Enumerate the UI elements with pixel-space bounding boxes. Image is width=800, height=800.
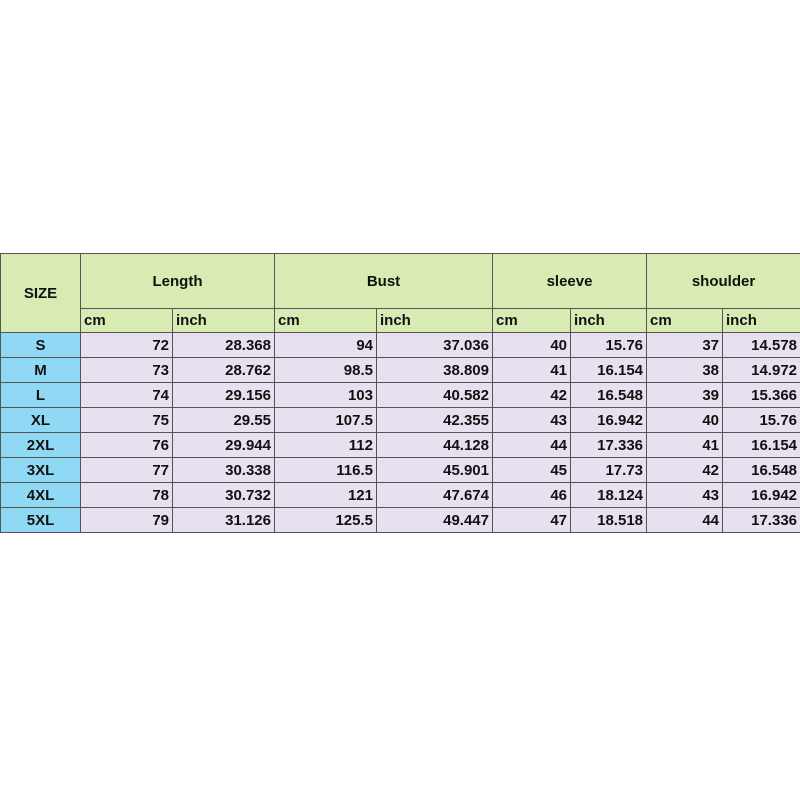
measurement-cell: 15.76 — [723, 408, 800, 433]
size-label: S — [1, 333, 81, 358]
measurement-cell: 40 — [493, 333, 571, 358]
measurement-cell: 47.674 — [377, 483, 493, 508]
table-row — [1, 333, 800, 358]
measurement-cell: 16.154 — [571, 358, 647, 383]
measurement-cell: 45.901 — [377, 458, 493, 483]
table-row — [1, 358, 800, 383]
measurement-cell: 16.154 — [723, 433, 800, 458]
table-row — [1, 408, 800, 433]
size-label: M — [1, 358, 81, 383]
measurement-cell: 38 — [647, 358, 723, 383]
measurement-cell: 14.972 — [723, 358, 800, 383]
measurement-cell: 15.366 — [723, 383, 800, 408]
measurement-cell: 16.548 — [723, 458, 800, 483]
group-header-row — [1, 254, 800, 309]
size-header: SIZE — [1, 254, 81, 333]
measurement-cell: 79 — [81, 508, 173, 533]
measurement-cell: 29.55 — [173, 408, 275, 433]
measurement-cell: 41 — [493, 358, 571, 383]
measurement-cell: 18.124 — [571, 483, 647, 508]
measurement-cell: 121 — [275, 483, 377, 508]
unit-header-inch: inch — [723, 309, 800, 333]
size-rows — [1, 333, 800, 533]
measurement-cell: 40.582 — [377, 383, 493, 408]
measurement-cell: 30.732 — [173, 483, 275, 508]
table-row — [1, 483, 800, 508]
measurement-cell: 43 — [647, 483, 723, 508]
measurement-cell: 73 — [81, 358, 173, 383]
measurement-cell: 29.944 — [173, 433, 275, 458]
measurement-cell: 37.036 — [377, 333, 493, 358]
measurement-cell: 31.126 — [173, 508, 275, 533]
group-header-bust: Bust — [275, 254, 493, 309]
measurement-cell: 43 — [493, 408, 571, 433]
measurement-cell: 94 — [275, 333, 377, 358]
table-row — [1, 433, 800, 458]
measurement-cell: 30.338 — [173, 458, 275, 483]
measurement-cell: 17.336 — [723, 508, 800, 533]
measurement-cell: 107.5 — [275, 408, 377, 433]
measurement-cell: 49.447 — [377, 508, 493, 533]
measurement-cell: 76 — [81, 433, 173, 458]
measurement-cell: 28.762 — [173, 358, 275, 383]
measurement-cell: 14.578 — [723, 333, 800, 358]
unit-header-cm: cm — [275, 309, 377, 333]
group-header-sleeve: sleeve — [493, 254, 647, 309]
size-label: 3XL — [1, 458, 81, 483]
group-header-shoulder: shoulder — [647, 254, 800, 309]
measurement-cell: 77 — [81, 458, 173, 483]
measurement-cell: 116.5 — [275, 458, 377, 483]
measurement-cell: 47 — [493, 508, 571, 533]
unit-header-inch: inch — [173, 309, 275, 333]
unit-header-row — [1, 309, 800, 333]
size-label: 4XL — [1, 483, 81, 508]
measurement-cell: 46 — [493, 483, 571, 508]
measurement-cell: 42 — [493, 383, 571, 408]
measurement-cell: 78 — [81, 483, 173, 508]
size-label: 2XL — [1, 433, 81, 458]
measurement-cell: 29.156 — [173, 383, 275, 408]
measurement-cell: 16.942 — [571, 408, 647, 433]
measurement-cell: 42 — [647, 458, 723, 483]
measurement-cell: 17.73 — [571, 458, 647, 483]
measurement-cell: 28.368 — [173, 333, 275, 358]
measurement-cell: 16.548 — [571, 383, 647, 408]
measurement-cell: 15.76 — [571, 333, 647, 358]
measurement-cell: 75 — [81, 408, 173, 433]
measurement-cell: 16.942 — [723, 483, 800, 508]
measurement-cell: 42.355 — [377, 408, 493, 433]
size-label: L — [1, 383, 81, 408]
measurement-cell: 39 — [647, 383, 723, 408]
measurement-cell: 44 — [647, 508, 723, 533]
measurement-cell: 41 — [647, 433, 723, 458]
measurement-cell: 17.336 — [571, 433, 647, 458]
table-row — [1, 383, 800, 408]
unit-header-cm: cm — [493, 309, 571, 333]
measurement-cell: 37 — [647, 333, 723, 358]
measurement-cell: 103 — [275, 383, 377, 408]
measurement-cell: 44.128 — [377, 433, 493, 458]
unit-header-inch: inch — [377, 309, 493, 333]
measurement-cell: 125.5 — [275, 508, 377, 533]
measurement-cell: 72 — [81, 333, 173, 358]
size-label: 5XL — [1, 508, 81, 533]
measurement-cell: 74 — [81, 383, 173, 408]
unit-header-inch: inch — [571, 309, 647, 333]
group-header-length: Length — [81, 254, 275, 309]
measurement-cell: 40 — [647, 408, 723, 433]
table-row — [1, 458, 800, 483]
size-chart-table — [0, 253, 800, 533]
measurement-cell: 98.5 — [275, 358, 377, 383]
measurement-cell: 44 — [493, 433, 571, 458]
measurement-cell: 18.518 — [571, 508, 647, 533]
measurement-cell: 45 — [493, 458, 571, 483]
measurement-cell: 38.809 — [377, 358, 493, 383]
unit-header-cm: cm — [81, 309, 173, 333]
size-label: XL — [1, 408, 81, 433]
table-row — [1, 508, 800, 533]
unit-header-cm: cm — [647, 309, 723, 333]
measurement-cell: 112 — [275, 433, 377, 458]
